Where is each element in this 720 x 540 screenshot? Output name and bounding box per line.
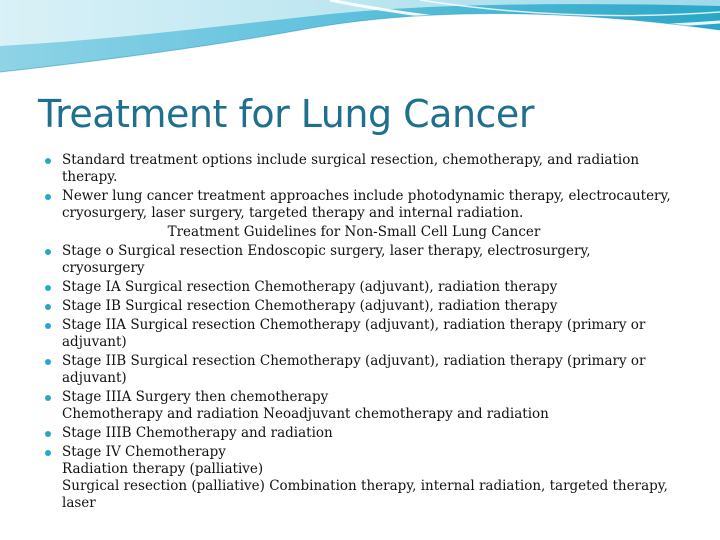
bullet-icon (45, 323, 51, 329)
bullet-text (62, 243, 672, 277)
intro-list (36, 152, 672, 222)
bullet-text (62, 152, 672, 186)
bullet-icon (45, 158, 51, 164)
bullet-item (36, 353, 672, 387)
bullet-text (62, 317, 672, 351)
bullet-line: Stage IIA Surgical resection Chemotherapy (adjuvant), radiation therapy (primary or adjuvant) (62, 317, 646, 350)
guidelines-heading: Treatment Guidelines for Non-Small Cell Lung Cancer (167, 224, 541, 240)
slide-title: Treatment for Lung Cancer (38, 92, 534, 136)
bullet-line: Newer lung cancer treatment approaches include photodynamic therapy, electrocautery, cryosurgery, laser surgery, targeted therapy and internal radiation. (62, 188, 671, 221)
stage-list (36, 243, 672, 512)
bullet-icon (45, 194, 51, 200)
bullet-line: Stage IIB Surgical resection Chemotherapy (adjuvant), radiation therapy (primary or adjuvant) (62, 353, 646, 386)
bullet-line: Stage IA Surgical resection Chemotherapy (adjuvant), radiation therapy (62, 279, 558, 295)
bullet-line: Stage o Surgical resection Endoscopic surgery, laser therapy, electrosurgery, cryosurgery (62, 243, 591, 276)
bullet-item (36, 389, 672, 423)
bullet-text (62, 389, 672, 423)
bullet-text (62, 298, 672, 315)
bullet-icon (45, 450, 51, 456)
header-wave-decoration (0, 0, 720, 90)
bullet-text (62, 279, 672, 296)
bullet-item (36, 425, 672, 442)
bullet-text (62, 353, 672, 387)
bullet-line: Stage IIIB Chemotherapy and radiation (62, 425, 333, 441)
bullet-line: Radiation therapy (palliative) (62, 461, 264, 477)
bullet-icon (45, 304, 51, 310)
bullet-line: Stage IIIA Surgery then chemotherapy (62, 389, 329, 405)
bullet-icon (45, 285, 51, 291)
bullet-line: Stage IV Chemotherapy (62, 444, 226, 460)
bullet-item (36, 243, 672, 277)
bullet-item (36, 298, 672, 315)
bullet-icon (45, 249, 51, 255)
bullet-icon (45, 431, 51, 437)
bullet-text (62, 425, 672, 442)
bullet-item (36, 317, 672, 351)
bullet-line: Chemotherapy and radiation Neoadjuvant chemotherapy and radiation (62, 406, 549, 422)
bullet-icon (45, 359, 51, 365)
bullet-item (36, 152, 672, 186)
bullet-item (36, 188, 672, 222)
bullet-text (62, 188, 672, 222)
bullet-icon (45, 395, 51, 401)
bullet-item (36, 444, 672, 512)
bullet-text (62, 444, 672, 512)
slide-body (36, 152, 672, 514)
bullet-line: Surgical resection (palliative) Combination therapy, internal radiation, targeted therapy, laser (62, 478, 668, 511)
bullet-line: Stage IB Surgical resection Chemotherapy (adjuvant), radiation therapy (62, 298, 558, 314)
bullet-item (36, 279, 672, 296)
bullet-line: Standard treatment options include surgical resection, chemotherapy, and radiation therapy. (62, 152, 640, 185)
